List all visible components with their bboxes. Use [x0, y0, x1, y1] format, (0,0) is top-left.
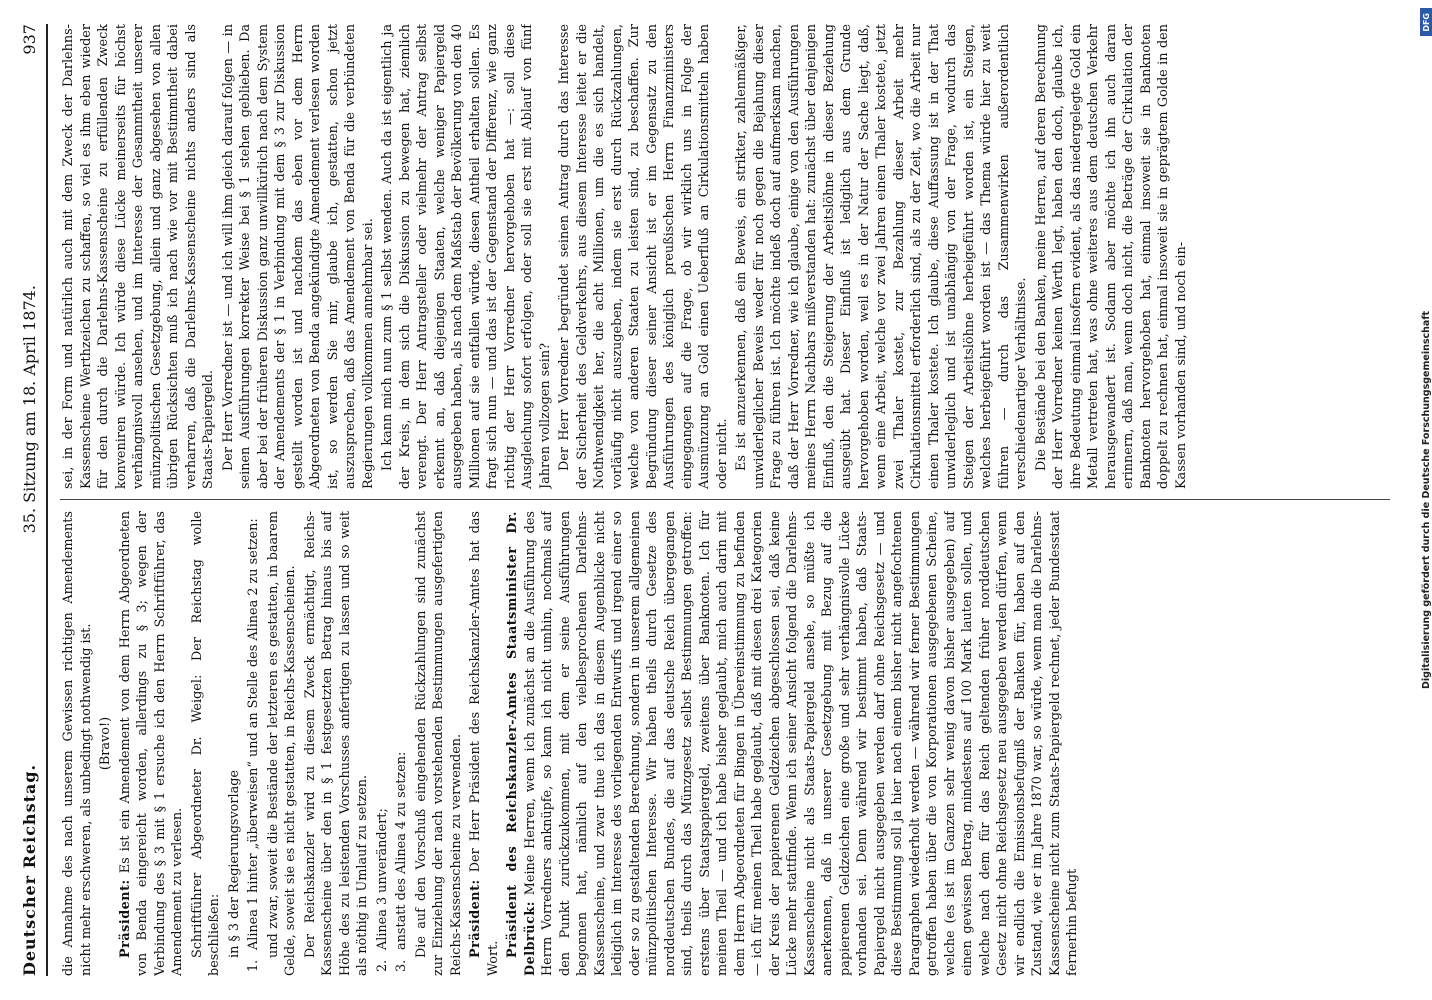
paragraph: Der Herr Vorredner begründet seinen Antrag durch das Interesse der Sicherheit des Geldverkehrs, aus diesem Interesse leitet er die Nothwendigkeit her, die acht Millionen, um die es sich handelt, vorläufig nicht auszugeben, indem sie erst durch Rückzahlungen, welche von anderen Staaten zu leisten sind, zu beschaffen. Zur Begründung dieser seiner Ansicht ist er im Gegensatz zu den Ausführungen des königlich preußischen Herrn Finanzministers eingegangen auf die Frage, ob wir wirklich uns in Folge der Ausmünzung an Gold einen Ueberfluß an Cirkulationsmitteln haben oder nicht. — [557, 24, 730, 489]
page-header — [12, 24, 48, 976]
speaker-name: Präsident: — [117, 879, 133, 958]
paragraph: Schriftführer Abgeordneter Dr. Weigel: Der Reichstag wolle beschließen: — [189, 511, 222, 976]
list-number: 2. — [374, 959, 390, 972]
credit-text: Digitalisierung gefördert durch die Deutsche Forschungsgemeinschaft — [1420, 311, 1432, 689]
session-title: 35. Sitzung am 18. April 1874. — [19, 285, 39, 534]
speaker-name: Präsident: — [468, 879, 483, 958]
journal-title: Deutscher Reichstag. — [19, 763, 39, 976]
paragraph: Der Reichskanzler wird zu diesem Zweck ermächtigt, Reichs-Kassenscheine über den in § 1 festgesetzten Betrag hinaus bis auf Höhe des zu leistenden Vorschusses anfertigen zu lassen und so weit als nöthig in Umlauf zu setzen. — [302, 511, 370, 976]
speech-paragraph — [467, 511, 502, 976]
list-item — [393, 511, 411, 976]
speech-text: Es ist ein Amendement von dem Herrn Abgeordneten von Benda eingereicht worden, allerdings zu § 3; wegen der Verbindung des § 3 mit § 1 ersuche ich den Herrn Schriftführer, das Amendement zu verlesen. — [117, 511, 185, 976]
speaker-name: Präsident des Reichskanzler-Amtes Staatsminister Dr. Delbrück: — [505, 511, 538, 976]
paragraph: Die auf den Vorschuß eingehenden Rückzahlungen sind zunächst zur Einziehung der nach vorstehenden Bestimmungen ausgefertigten Reichs-Kassenscheine zu verwenden. — [413, 511, 464, 976]
text-columns — [60, 24, 1390, 976]
paragraph: sei, in der Form und natürlich auch mit dem Zweck der Darlehns-Kassenscheine Werthzeichen zu schaffen, so viel es ihm eben wieder für den durch die Darlehns-Kassenscheine zu erfüllenden Zweck konveniren würde. Ich würde diese Lücke meinerseits für höchst verhängnisvoll ansehen, und im Interesse der Gesammtheit unserer münzpolitischen Gesetzgebung, allein und ganz abgesehen von allen übrigen Rücksichten muß ich nach wie vor mit Bestimmtheit dabei verharren, daß die Darlehns-Kassenscheine nichts anders sind als Staats-Papiergeld. — [61, 24, 216, 489]
list-text: Alinea 3 unverändert; — [374, 808, 390, 950]
paragraph: in § 3 der Regierungsvorlage — [226, 770, 242, 958]
paragraph: die Annahme des nach unserem Gewissen richtigen Amendements nicht mehr erschweren, als unbedingt nothwendig ist. — [61, 511, 94, 976]
paragraph: Die Bestände bei den Banken, meine Herren, auf deren Berechnung der Herr Vorredner keinen Werth legt, haben den doch, glaube ich, ihre Bedeutung einmal insofern evident, als das niedergelegte Gold ein Metall vertreten hat, was ohne weiteres aus dem deutschen Verkehr herausgewandert ist. Sodann aber möchte ich ihn auch daran erinnern, daß man, wenn doch nicht, die Beträge der Cirkulation der Banknoten hervorgehoben hat, einmal insoweit sie in Banknoten doppelt zu rechnen hat, einmal insoweit sie in geprägtem Golde in den Kassen vorhanden sind, und noch ein- — [1033, 24, 1189, 489]
speech-paragraph — [117, 511, 187, 976]
credit-strip — [1420, 0, 1432, 1000]
paragraph: und zwar, soweit die Bestände der letzteren es gestatten, in baarem Gelde, soweit sie es nicht gestatten, in Reichs-Kassenscheinen. — [265, 511, 298, 976]
paragraph: Es ist anzuerkennen, daß ein Beweis, ein strikter, zahlenmäßiger, unwiderleglicher Beweis weder für noch gegen die Bejahung dieser Frage zu führen ist. Ich möchte indeß doch auf aufmerksam machen, daß der Herr Vorredner, wie ich glaube, einige von den Ausführungen meines Herrn Nachbars mißverstanden hat: zunächst über denjenigen Einfluß, den die Steigerung der Arbeitslöhne in dieser Beziehung ausgeübt hat. Dieser Einfluß ist lediglich aus dem Grunde hervorgehoben worden, weil es in der Natur der Sache liegt, daß, wenn eine Arbeit, welche vor zwei Jahren einen Thaler kostete, jetzt zwei Thaler kostet, zur Bezahlung dieser Arbeit mehr Cirkulationsmittel erforderlich sind, als zu der Zeit, wo die Arbeit nur einen Thaler kostete. Ich glaube, diese Auffassung ist in der That unwiderleglich und ist unabhängig von der Frage, wodurch das Steigen der Arbeitslöhne herbeigeführt worden ist, ein Steigen, welches herbeigeführt worden ist — das Thema würde hier zu weit führen — durch das Zusammenwirken außerordentlich verschiedenartiger Verhältnisse. — [734, 24, 1029, 489]
speech-paragraph — [504, 511, 1082, 976]
list-text: Alinea 1 hinter „überweisen“ und an Stelle des Alinea 2 zu setzen: — [246, 518, 261, 950]
left-column — [60, 511, 1390, 976]
paragraph: Ich kann mich nun zum § 1 selbst wenden. Auch da ist eigentlich ja der Kreis, in dem sich die Diskussion zu bewegen hat, ziemlich verengt. Der Herr Antragsteller oder vielmehr der Antrag selbst erkennt an, daß diejenigen Staaten, welche weniger Papiergeld ausgegeben haben, als nach dem Maßstab der Bevölkerung von den 40 Millionen auf sie entfallen würde, diesen Antheil erhalten sollen. Es fragt sich nun — und das ist der Gegenstand der Differenz, wie ganz richtig der Herr Vorredner hervorgehoben hat —: soll diese Ausgleichung sofort erfolgen, oder soll sie erst mit Ablauf von fünf Jahren vollzogen sein? — [380, 24, 553, 489]
dfg-logo-text: DFG — [1421, 12, 1431, 32]
list-item — [245, 511, 263, 976]
list-text: anstatt des Alinea 4 zu setzen: — [394, 751, 409, 950]
speech-text: Meine Herren, wenn ich zunächst an die Ausführung des Herrn Vorredners anknüpfe, so kann ich nicht umhin, nochmals auf den Punkt zurückzukommen, mit dem er seine Ausführungen begonnen hat, nämlich auf den vielbesprochenen Darlehns-Kassenscheine, und zwar thue ich das in diesem Augenblicke nicht lediglich im Interesse des vorliegenden Entwurfs und irgend einer so oder so zu gestaltenden Berechnung, sondern in unserem allgemeinen münzpolitischen Interesse. Wir haben theils durch Gesetze des norddeutschen Bundes, die auf das deutsche Reich übergegangen sind, theils durch das Münzgesetz selbst Bestimmungen getroffen: erstens über Staatspapiergeld, zweitens über Banknoten. Ich für meinen Theil — und ich habe bisher geglaubt, mich auch darin mit dem Herrn Abgeordneten für Bingen in Übereinstimmung zu befinden — ich für meinen Theil habe geglaubt, daß mit diesen drei Kategorien der Kreis der papierenen Geldzeichen abgeschlossen sei, daß keine Lücke mehr stattfinde. Wenn ich seiner Ansicht folgend die Darlehns-Kassenscheine nicht als Staats-Papiergeld ansehe, so müßte ich anerkennen, daß in unserer Gesetzgebung mit Bezug auf die papierenen Geldzeichen eine große und sehr verhängnisvolle Lücke vorhanden sei. Denn während wir bestimmt haben, daß Staats-Papiergeld nicht ausgegeben werden darf ohne Reichsgesetz — und diese Bestimmung soll ja hier nach einem bisher nicht angefochtenen Paragraphen wiederholt werden — während wir ferner Bestimmungen getroffen haben über die von Korporationen ausgegebenen Scheine, welche (es ist im Ganzen sehr wenig davon bisher ausgegeben) auf einen gewissen Betrag, mindestens auf 100 Mark lauten sollen, und welche nach dem für das Reich geltenden früher norddeutschen Gesetz nicht ohne Reichsgesetz neu ausgegeben werden dürfen, wenn wir endlich die Emissionsbefugniß der Banken für, haben auf den Zustand, wie er im Jahre 1870 war, so würde, wenn man die Darlehns-Kassenscheine nicht zum Staats-Papiergeld rechnet, jeder Bundesstaat fernerhin befugt — [522, 511, 1080, 976]
page-number: 937 — [19, 24, 39, 55]
list-item — [374, 511, 392, 976]
applause-note: (Bravo!) — [98, 716, 113, 771]
paragraph: Der Herr Vorredner ist — und ich will ihm gleich darauf folgen — in seinen Ausführungen korrekter Weise bei § 1 stehen geblieben. Da aber bei der früheren Diskussion ganz unwillkürlich nach dem System der Amendements der § 1 in Verbindung mit dem § 3 zur Diskussion gestellt worden ist und nachdem das eben vor dem Herrn Abgeordneten von Benda angekündigte Amendement verlesen worden ist, so werden Sie mir, glaube ich, gestatten, schon jetzt auszusprechen, daß das Amendement von Benda für die verbündeten Regierungen vollkommen annehmbar sei. — [220, 24, 376, 489]
speech-text: Der Herr Präsident des Reichskanzler-Amtes hat das Wort. — [468, 511, 501, 976]
list-number: 1. — [246, 959, 261, 972]
right-column — [60, 24, 1390, 489]
list-number: 3. — [394, 959, 409, 972]
